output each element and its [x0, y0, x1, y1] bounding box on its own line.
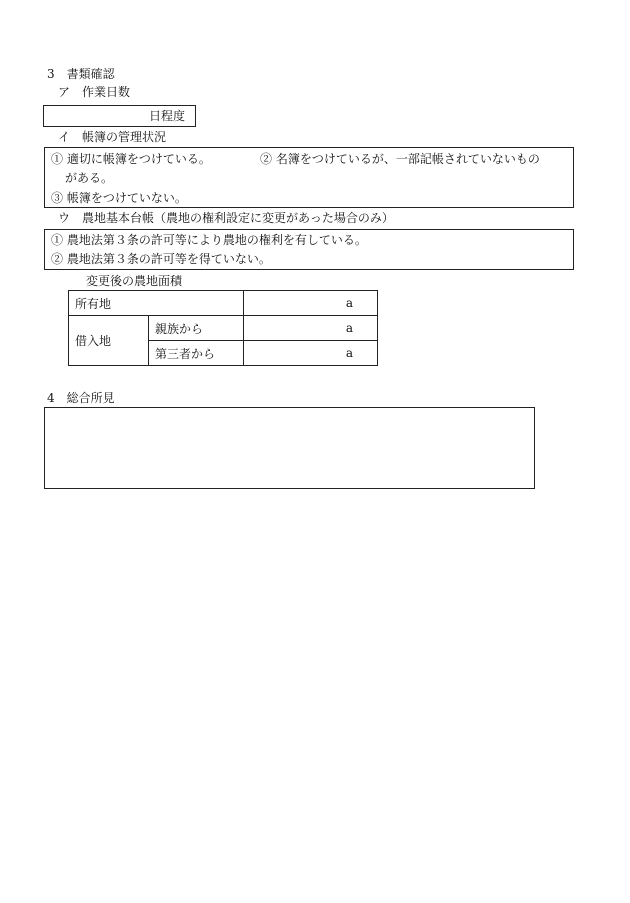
farmland-register-options — [44, 229, 574, 270]
register-option-1[interactable]: ① 農地法第３条の許可等により農地の権利を有している。 — [51, 233, 367, 247]
work-days-unit-label: 日程度 — [148, 109, 185, 123]
from-third-party-value-cell[interactable] — [244, 341, 378, 366]
ledger-option-2-continuation: がある。 — [65, 171, 114, 185]
section-3-title: 3 書類確認 — [47, 67, 115, 81]
table-row — [69, 316, 378, 341]
ledger-option-3[interactable]: ③ 帳簿をつけていない。 — [51, 191, 187, 205]
register-option-2[interactable]: ② 農地法第３条の許可等を得ていない。 — [51, 252, 271, 266]
ledger-status-heading: イ 帳簿の管理状況 — [58, 130, 167, 144]
section-4-title: 4 総合所見 — [47, 391, 115, 405]
from-relatives-value-cell[interactable] — [244, 316, 378, 341]
ledger-option-1[interactable]: ① 適切に帳簿をつけている。 — [51, 152, 211, 166]
area-unit: a — [345, 346, 353, 360]
ledger-status-options — [44, 147, 574, 208]
farmland-area-table — [68, 290, 378, 366]
owned-land-label: 所有地 — [69, 291, 244, 316]
farmland-register-heading: ウ 農地基本台帳（農地の権利設定に変更があった場合のみ） — [58, 211, 394, 225]
area-unit: a — [345, 296, 353, 310]
owned-land-value-cell[interactable] — [244, 291, 378, 316]
work-days-heading: ア 作業日数 — [58, 85, 131, 99]
borrowed-land-label: 借入地 — [69, 316, 149, 366]
overall-opinion-field[interactable] — [44, 407, 535, 489]
from-relatives-label: 親族から — [149, 316, 244, 341]
farmland-area-heading: 変更後の農地面積 — [86, 274, 183, 288]
area-unit: a — [345, 321, 353, 335]
work-days-field[interactable] — [43, 105, 196, 127]
ledger-option-2[interactable]: ② 名簿をつけているが、一部記帳されていないもの — [260, 152, 540, 166]
from-third-party-label: 第三者から — [149, 341, 244, 366]
table-row — [69, 291, 378, 316]
